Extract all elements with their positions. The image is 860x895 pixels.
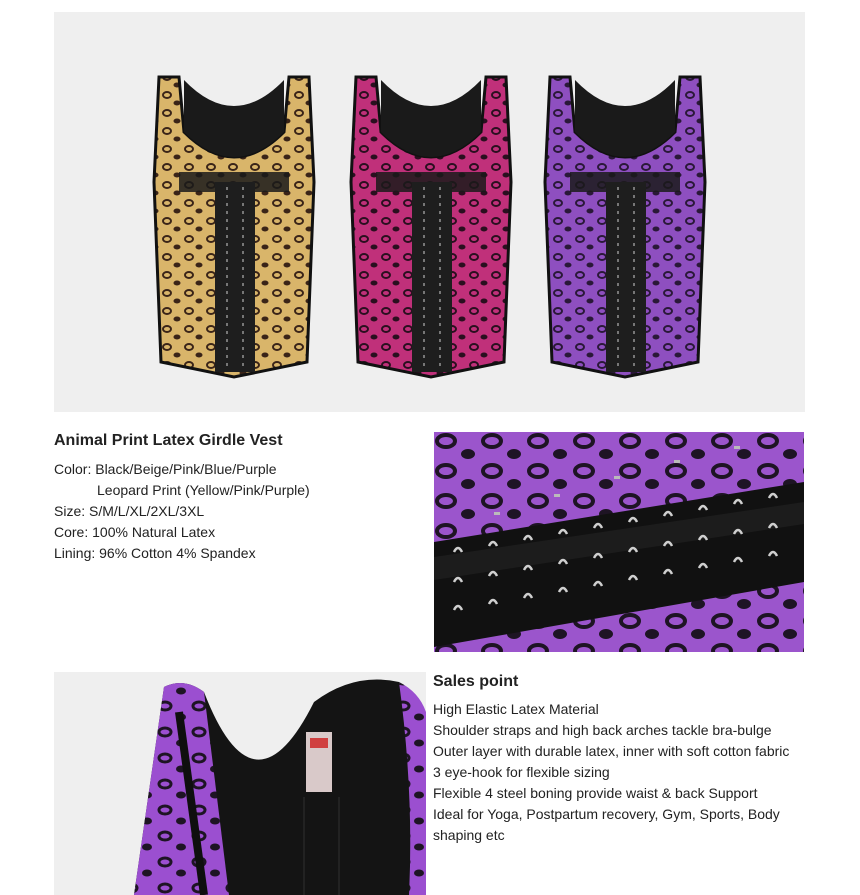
sales-point-item: Outer layer with durable latex, inner with soft cotton fabric [433, 743, 790, 759]
pink-leopard-vest [351, 77, 511, 377]
spec-size: Size: S/M/L/XL/2XL/3XL [54, 503, 205, 519]
lining-view-illustration [54, 672, 426, 895]
sales-point-heading: Sales point [433, 673, 519, 690]
yellow-leopard-vest [154, 77, 314, 377]
sales-point-item: shaping etc [433, 827, 505, 843]
hook-closeup-illustration [434, 432, 804, 652]
sales-point-item: Ideal for Yoga, Postpartum recovery, Gym, Sports, Body [433, 806, 780, 822]
sales-point-item: High Elastic Latex Material [433, 701, 599, 717]
spec-leopard-print: Leopard Print (Yellow/Pink/Purple) [97, 482, 310, 498]
product-hero-image [54, 12, 805, 412]
vest-trio-illustration [54, 12, 805, 412]
sales-point-item: Shoulder straps and high back arches tackle bra-bulge [433, 722, 772, 738]
sales-point-item: Flexible 4 steel boning provide waist & back Support [433, 785, 758, 801]
product-title: Animal Print Latex Girdle Vest [54, 432, 283, 449]
hook-closeup-image [434, 432, 804, 652]
lining-view-image [54, 672, 426, 895]
spec-lining: Lining: 96% Cotton 4% Spandex [54, 545, 256, 561]
spec-core: Core: 100% Natural Latex [54, 524, 216, 540]
purple-leopard-vest [545, 77, 705, 377]
spec-color: Color: Black/Beige/Pink/Blue/Purple [54, 461, 277, 477]
sales-point-item: 3 eye-hook for flexible sizing [433, 764, 610, 780]
